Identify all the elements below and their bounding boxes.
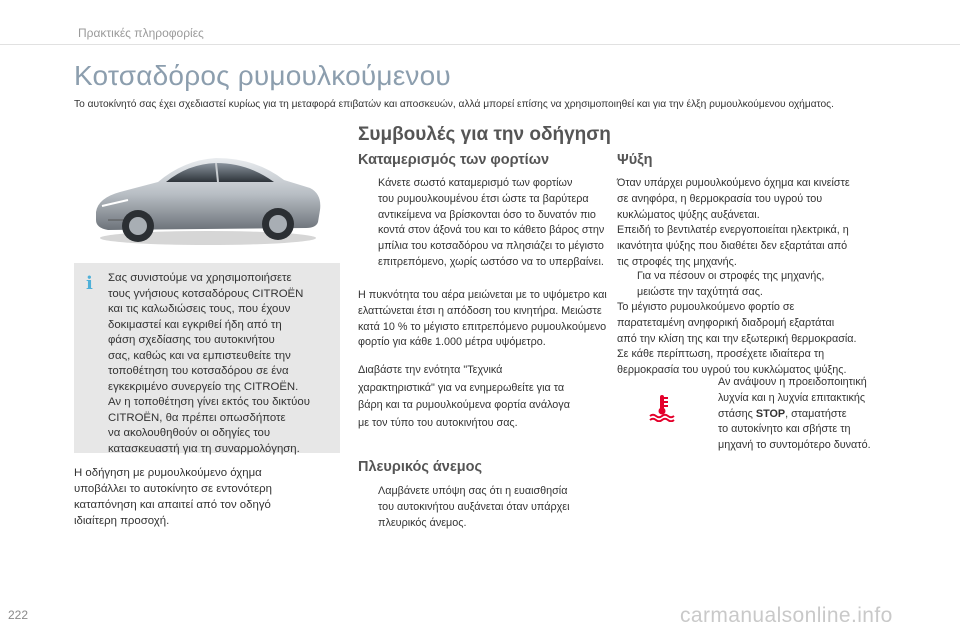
paragraph-line: ικανότητα ψύξης που διαθέτει δεν εξαρτάται από — [617, 240, 848, 253]
bullet-text: Κάνετε σωστό καταμερισμό των φορτίων — [378, 177, 573, 189]
page-number: 222 — [8, 608, 29, 622]
paragraph-line: Το μέγιστο ρυμουλκούμενο φορτίο σε — [617, 301, 795, 313]
paragraph-line: παρατεταμένη ανηφορική διαδρομή εξαρτάται — [617, 316, 835, 329]
stop-label: STOP — [755, 407, 786, 420]
info-line: Σας συνιστούμε να χρησιμοποιήσετε — [108, 272, 292, 284]
paragraph-line: ελαττώνεται έτσι η απόδοση του κινητήρα. Μειώστε — [358, 304, 602, 317]
bullet-text: του ρυμουλκουμένου έτσι ώστε τα βαρύτερα — [378, 192, 589, 205]
info-icon: i — [86, 273, 93, 294]
paragraph-line: κυκλώματος ψύξης αυξάνεται. — [617, 208, 760, 221]
gradient-paragraph — [617, 300, 909, 379]
paragraph-line: από την κλίση της και την εξωτερική θερμοκρασία. — [617, 332, 857, 345]
info-line: Αν η τοποθέτηση γίνει εκτός του δικτύου — [108, 396, 310, 408]
bullet-text: κοντά στον άξονά του και το κάθετο βάρος στην — [378, 224, 605, 237]
paragraph-line: Όταν υπάρχει ρυμουλκούμενο όχημα και κινείστε — [617, 177, 850, 189]
bullet-text — [698, 407, 913, 423]
paragraph-line: Σε κάθε περίπτωση, προσέχετε ιδιαίτερα τη — [617, 348, 825, 361]
section-header: Πρακτικές πληροφορίες — [78, 26, 204, 40]
intro-text: Το αυτοκίνητό σας έχει σχεδιαστεί κυρίως για τη μεταφορά επιβατών και αποσκευών, αλλά μπορεί επίσης να χρησιμοποιηθεί και για την έλξη ρυμουλκούμενου οχήματος. — [74, 99, 834, 110]
page-title: Κοτσαδόρος ρυμουλκούμενου — [74, 60, 451, 91]
info-line: να ακολουθηθούν οι οδηγίες του — [108, 427, 271, 439]
bullet-text: μειώστε την ταχύτητά σας. — [637, 285, 763, 298]
bullet-icon — [358, 176, 378, 192]
load-distribution-heading: Καταμερισμός των φορτίων — [358, 152, 550, 168]
paragraph-line: υποβάλλει το αυτοκίνητο σε εντονότερη — [74, 483, 272, 495]
crosswind-heading: Πλευρικός άνεμος — [358, 459, 483, 475]
info-line: CITROËN, θα πρέπει οπωσδήποτε — [108, 411, 286, 424]
paragraph-line: καταπόνηση και απαιτεί από τον οδηγό — [74, 499, 271, 511]
cooling-paragraph — [617, 176, 907, 271]
bullet-icon — [617, 269, 637, 285]
crosswind-bullet — [358, 484, 620, 531]
bullet-text: μηχανή το συντομότερο δυνατό. — [718, 439, 871, 452]
coolant-temperature-icon — [647, 392, 677, 422]
cooling-heading: Ψύξη — [617, 152, 653, 168]
bullet-text: Λαμβάνετε υπόψη σας ότι η ευαισθησία — [378, 485, 568, 497]
paragraph-line: κατά 10 % το μέγιστο επιτρεπόμενο ρυμουλκούμενο — [358, 320, 607, 333]
paragraph-line: σε ανηφόρα, η θερμοκρασία του υγρού του — [617, 192, 823, 205]
info-line: φάση σχεδίασης του αυτοκινήτου — [108, 334, 275, 346]
technical-data-reference — [358, 362, 608, 432]
bullet-icon — [358, 484, 378, 500]
bullet-text: αντικείμενα να βρίσκονται όσο το δυνατόν πιο — [378, 208, 596, 221]
car-illustration — [88, 142, 328, 252]
bullet-text: το αυτοκίνητο και σβήστε τη — [718, 423, 851, 436]
info-text — [108, 271, 330, 457]
bullet-text-part: , σταματήστε — [785, 407, 847, 420]
bullet-text: Για να πέσουν οι στροφές της μηχανής, — [637, 270, 825, 282]
bullet-text: επιτρεπόμενο, χωρίς ωστόσο να το υπερβαίνει. — [378, 255, 604, 268]
info-line: κατασκευαστή για τη συναρμολόγηση. — [108, 442, 300, 455]
paragraph-line: Η οδήγηση με ρυμουλκούμενο όχημα — [74, 467, 262, 479]
paragraph-line: Διαβάστε την ενότητα "Τεχνικά — [358, 364, 503, 376]
bullet-text: Αν ανάψουν η προειδοποιητική — [718, 376, 867, 388]
info-box — [74, 263, 340, 453]
warning-lamp-bullet — [698, 375, 913, 454]
load-distribution-bullet — [358, 176, 618, 271]
bullet-text-part: στάσης — [718, 407, 756, 420]
info-line: τοποθέτηση του κοτσαδόρου σε ένα — [108, 365, 289, 377]
header-divider — [0, 44, 960, 45]
paragraph-line: ιδιαίτερη προσοχή. — [74, 515, 170, 527]
paragraph-line: Επειδή το βεντιλατέρ ενεργοποιείται ηλεκτρικά, η — [617, 224, 849, 237]
driving-tips-heading: Συμβουλές για την οδήγηση — [358, 124, 611, 145]
paragraph-line: τις στροφές της μηχανής. — [617, 255, 737, 268]
paragraph-line: Η πυκνότητα του αέρα μειώνεται με το υψόμετρο και — [358, 289, 607, 301]
towing-caution-paragraph — [74, 465, 334, 529]
bullet-text: του αυτοκινήτου αυξάνεται όταν υπάρχει — [378, 500, 570, 513]
paragraph-line: με τον τύπο του αυτοκινήτου σας. — [358, 416, 518, 429]
paragraph-line: θερμοκρασία του υγρού του κυκλώματος ψύξης. — [617, 364, 847, 377]
paragraph-line: φορτίο για κάθε 1.000 μέτρα υψόμετρο. — [358, 336, 546, 349]
info-line: και τις καλωδιώσεις τους, που έχουν — [108, 303, 291, 315]
cooling-bullet — [617, 269, 907, 301]
info-line: τους γνήσιους κοτσαδόρους CITROËN — [108, 287, 304, 300]
bullet-icon — [698, 375, 718, 391]
info-line: δοκιμαστεί και εγκριθεί ήδη από τη — [108, 318, 282, 331]
altitude-paragraph — [358, 288, 618, 351]
watermark: carmanualsonline.info — [680, 604, 893, 627]
paragraph-line: χαρακτηριστικά" για να ενημερωθείτε για τα — [358, 381, 565, 394]
bullet-text: λυχνία και η λυχνία επιτακτικής — [718, 391, 866, 404]
info-line: σας, καθώς και να εμπιστευθείτε την — [108, 349, 291, 362]
bullet-text: πλευρικός άνεμος. — [378, 516, 467, 529]
paragraph-line: βάρη και τα ρυμουλκούμενα φορτία ανάλογα — [358, 399, 570, 411]
info-line: εγκεκριμένο συνεργείο της CITROËN. — [108, 380, 299, 393]
bullet-text: μπίλια του κοτσαδόρου να πλησιάζει το μέγιστο — [378, 240, 604, 253]
